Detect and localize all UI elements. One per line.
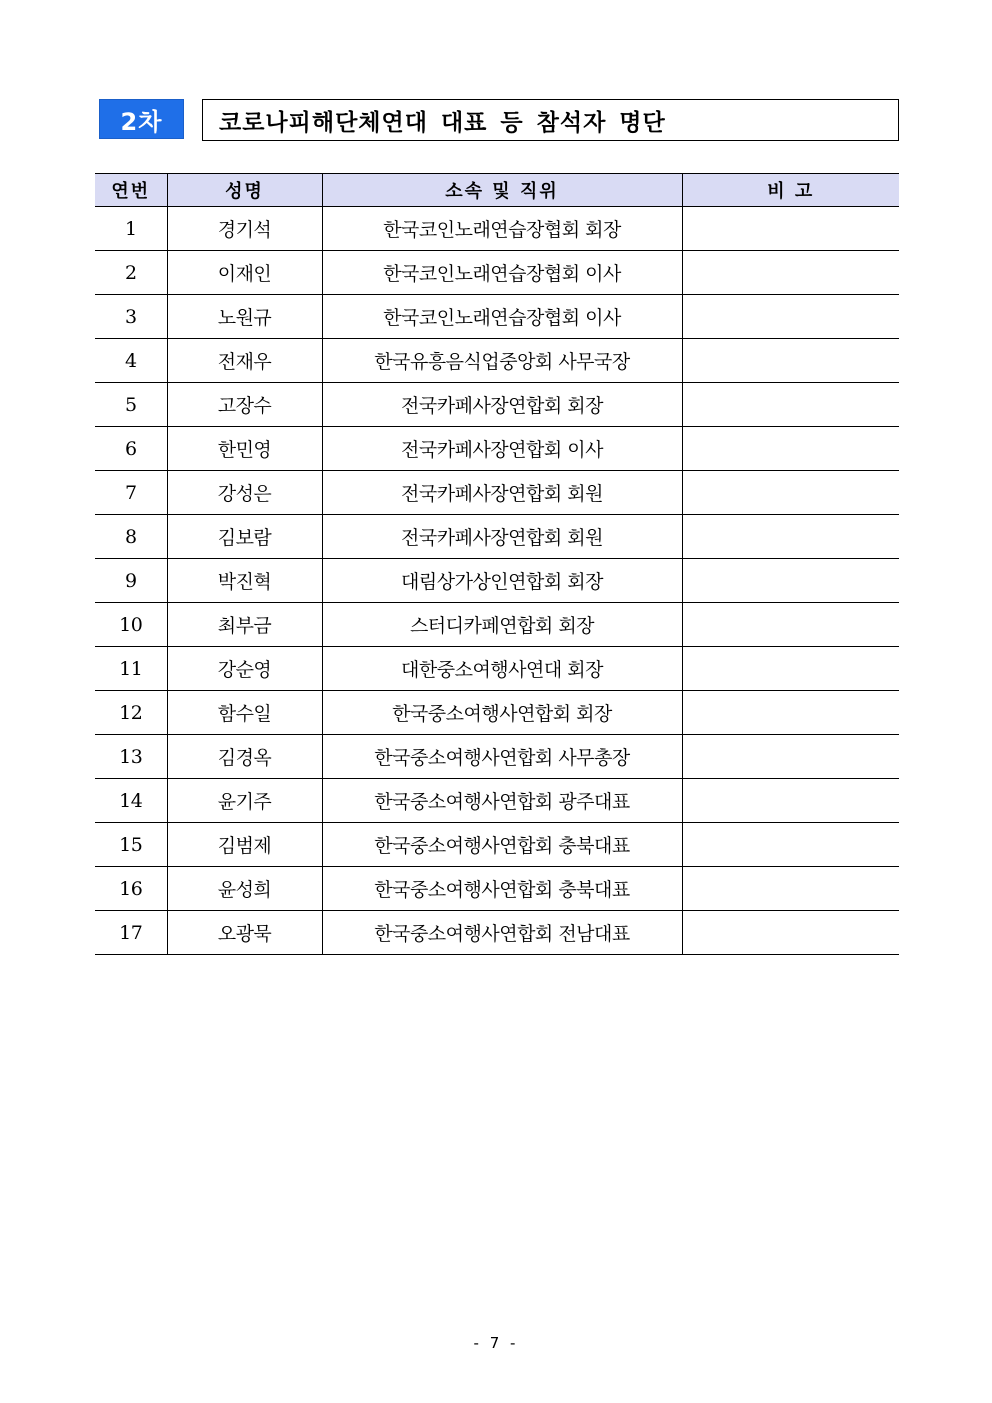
table-row bbox=[95, 559, 899, 603]
table-row bbox=[95, 911, 899, 955]
cell-affiliation: 대림상가상인연합회 회장 bbox=[322, 559, 682, 603]
table-row bbox=[95, 427, 899, 471]
cell-name: 전재우 bbox=[167, 339, 322, 383]
cell-number: 7 bbox=[95, 471, 167, 515]
cell-number: 3 bbox=[95, 295, 167, 339]
cell-number: 17 bbox=[95, 911, 167, 955]
cell-name: 김보람 bbox=[167, 515, 322, 559]
cell-affiliation: 전국카페사장연합회 회장 bbox=[322, 383, 682, 427]
cell-note bbox=[682, 603, 899, 647]
document-title: 코로나피해단체연대 대표 등 참석자 명단 bbox=[202, 99, 899, 141]
cell-name: 윤성희 bbox=[167, 867, 322, 911]
column-header-note: 비 고 bbox=[682, 174, 899, 207]
table-row bbox=[95, 691, 899, 735]
table-row bbox=[95, 515, 899, 559]
cell-name: 강순영 bbox=[167, 647, 322, 691]
cell-number: 12 bbox=[95, 691, 167, 735]
table-row bbox=[95, 295, 899, 339]
cell-affiliation: 한국중소여행사연합회 사무총장 bbox=[322, 735, 682, 779]
cell-name: 최부금 bbox=[167, 603, 322, 647]
cell-name: 김범제 bbox=[167, 823, 322, 867]
cell-note bbox=[682, 427, 899, 471]
cell-affiliation: 대한중소여행사연대 회장 bbox=[322, 647, 682, 691]
page-number: - 7 - bbox=[473, 1334, 519, 1352]
cell-name: 함수일 bbox=[167, 691, 322, 735]
cell-affiliation: 전국카페사장연합회 회원 bbox=[322, 471, 682, 515]
cell-note bbox=[682, 779, 899, 823]
cell-affiliation: 한국중소여행사연합회 충북대표 bbox=[322, 867, 682, 911]
cell-affiliation: 전국카페사장연합회 이사 bbox=[322, 427, 682, 471]
cell-number: 11 bbox=[95, 647, 167, 691]
cell-affiliation: 한국중소여행사연합회 충북대표 bbox=[322, 823, 682, 867]
table-header-row bbox=[95, 174, 899, 207]
cell-number: 9 bbox=[95, 559, 167, 603]
round-badge: 2차 bbox=[99, 99, 184, 139]
table-body bbox=[95, 207, 899, 955]
cell-affiliation: 한국중소여행사연합회 광주대표 bbox=[322, 779, 682, 823]
table-row bbox=[95, 251, 899, 295]
cell-affiliation: 한국코인노래연습장협회 이사 bbox=[322, 295, 682, 339]
cell-name: 박진혁 bbox=[167, 559, 322, 603]
cell-number: 6 bbox=[95, 427, 167, 471]
cell-affiliation: 한국중소여행사연합회 전남대표 bbox=[322, 911, 682, 955]
section-header bbox=[99, 99, 899, 141]
table-row bbox=[95, 207, 899, 251]
cell-number: 15 bbox=[95, 823, 167, 867]
column-header-affiliation: 소속 및 직위 bbox=[322, 174, 682, 207]
cell-note bbox=[682, 295, 899, 339]
table-row bbox=[95, 867, 899, 911]
cell-note bbox=[682, 559, 899, 603]
cell-number: 2 bbox=[95, 251, 167, 295]
cell-name: 윤기주 bbox=[167, 779, 322, 823]
cell-affiliation: 한국코인노래연습장협회 회장 bbox=[322, 207, 682, 251]
cell-number: 14 bbox=[95, 779, 167, 823]
cell-note bbox=[682, 515, 899, 559]
table-row bbox=[95, 603, 899, 647]
cell-note bbox=[682, 823, 899, 867]
column-header-number: 연번 bbox=[95, 174, 167, 207]
cell-affiliation: 한국중소여행사연합회 회장 bbox=[322, 691, 682, 735]
table-row bbox=[95, 383, 899, 427]
cell-note bbox=[682, 691, 899, 735]
cell-name: 고장수 bbox=[167, 383, 322, 427]
cell-note bbox=[682, 911, 899, 955]
cell-note bbox=[682, 471, 899, 515]
cell-number: 8 bbox=[95, 515, 167, 559]
cell-affiliation: 스터디카페연합회 회장 bbox=[322, 603, 682, 647]
cell-number: 4 bbox=[95, 339, 167, 383]
table-row bbox=[95, 779, 899, 823]
table-row bbox=[95, 339, 899, 383]
table-row bbox=[95, 647, 899, 691]
cell-name: 오광묵 bbox=[167, 911, 322, 955]
cell-number: 10 bbox=[95, 603, 167, 647]
cell-note bbox=[682, 867, 899, 911]
cell-number: 16 bbox=[95, 867, 167, 911]
cell-affiliation: 한국코인노래연습장협회 이사 bbox=[322, 251, 682, 295]
table-row bbox=[95, 823, 899, 867]
cell-number: 1 bbox=[95, 207, 167, 251]
cell-number: 5 bbox=[95, 383, 167, 427]
cell-name: 강성은 bbox=[167, 471, 322, 515]
cell-name: 김경옥 bbox=[167, 735, 322, 779]
cell-note bbox=[682, 647, 899, 691]
cell-name: 노원규 bbox=[167, 295, 322, 339]
cell-name: 이재인 bbox=[167, 251, 322, 295]
cell-affiliation: 한국유흥음식업중앙회 사무국장 bbox=[322, 339, 682, 383]
table-row bbox=[95, 735, 899, 779]
cell-note bbox=[682, 251, 899, 295]
table-row bbox=[95, 471, 899, 515]
cell-name: 경기석 bbox=[167, 207, 322, 251]
cell-number: 13 bbox=[95, 735, 167, 779]
cell-note bbox=[682, 735, 899, 779]
attendee-table bbox=[95, 173, 899, 955]
cell-affiliation: 전국카페사장연합회 회원 bbox=[322, 515, 682, 559]
cell-note bbox=[682, 339, 899, 383]
column-header-name: 성명 bbox=[167, 174, 322, 207]
cell-name: 한민영 bbox=[167, 427, 322, 471]
cell-note bbox=[682, 207, 899, 251]
cell-note bbox=[682, 383, 899, 427]
